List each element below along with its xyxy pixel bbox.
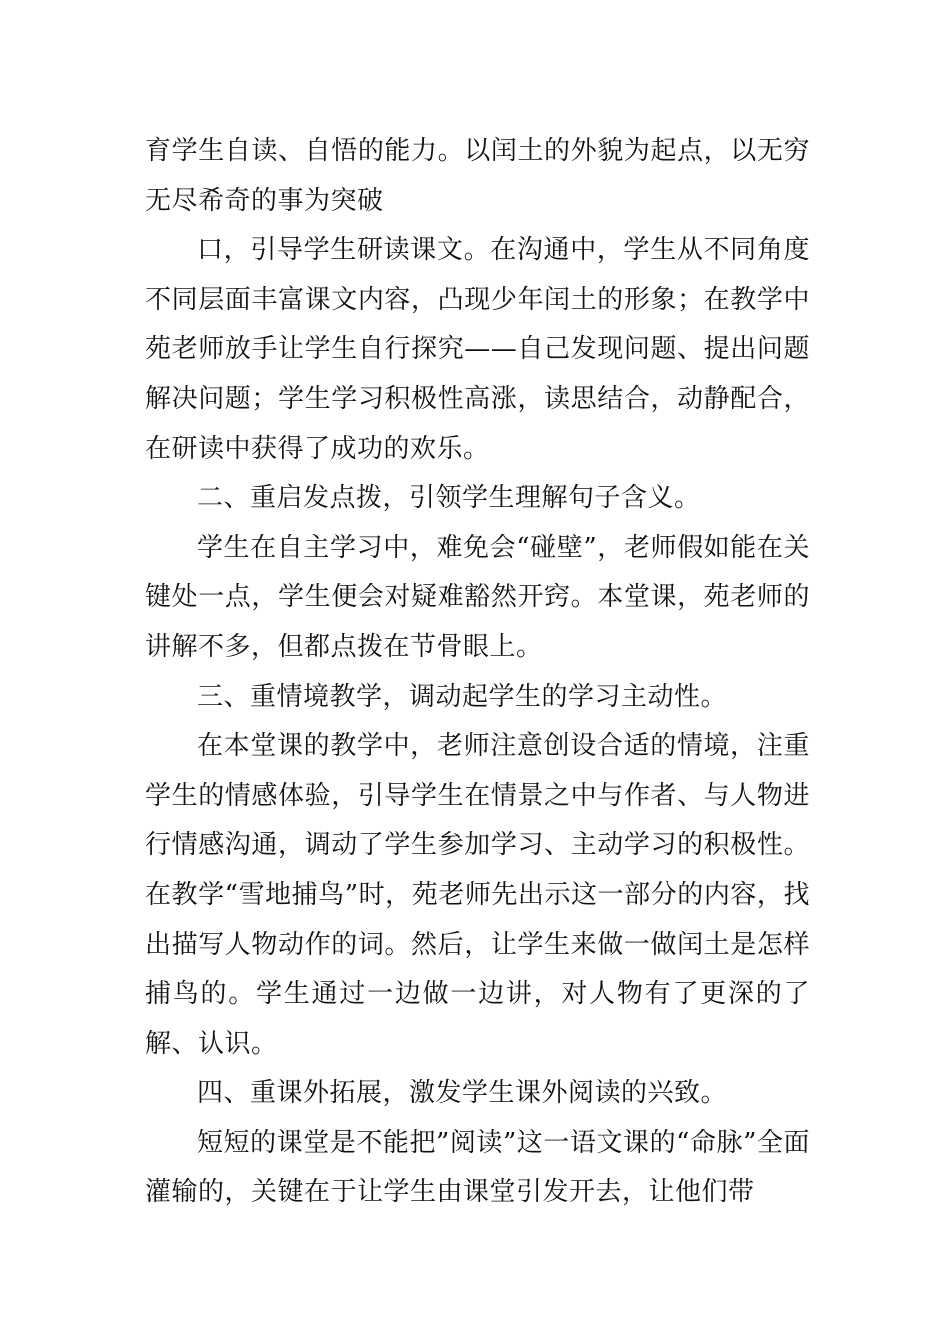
paragraph-4: 在本堂课的教学中，老师注意创设合适的情境，注重学生的情感体验，引导学生在情景之中与作者、与人物进行情感沟通，调动了学生参加学习、主动学习的积极性。在教学“雪地捕鸟”时，苑老师先出示这一部分的内容，找出描写人物动作的词。然后，让学生来做一做闰土是怎样捕鸟的。学生通过一边做一边讲，对人物有了更深的了解、认识。	[145, 731, 810, 1059]
section-heading-3: 三、重情境教学，调动起学生的学习主动性。	[197, 681, 728, 712]
paragraph-5: 短短的课堂是不能把”阅读”这一语文课的“命脉”全面灌输的，关键在于让学生由课堂引发开去，让他们带	[145, 1127, 810, 1208]
document-body	[145, 127, 810, 1218]
paragraph-2: 口，引导学生研读课文。在沟通中，学生从不同角度不同层面丰富课文内容，凸现少年闰土的形象；在教学中苑老师放手让学生自行探究——自己发现问题、提出问题解决问题；学生学习积极性高涨，读思结合，动静配合，在研读中获得了成功的欢乐。	[145, 235, 810, 464]
section-heading-2: 二、重启发点拨，引领学生理解句子含义。	[197, 483, 701, 514]
section-heading-4: 四、重课外拓展，激发学生课外阅读的兴致。	[197, 1078, 728, 1109]
paragraph-1: 育学生自读、自悟的能力。以闰土的外貌为起点，以无穷无尽希奇的事为突破	[145, 136, 810, 216]
paragraph-3: 学生在自主学习中，难免会“碰壁”，老师假如能在关键处一点，学生便会对疑难豁然开窍。本堂课，苑老师的讲解不多，但都点拨在节骨眼上。	[145, 532, 810, 662]
